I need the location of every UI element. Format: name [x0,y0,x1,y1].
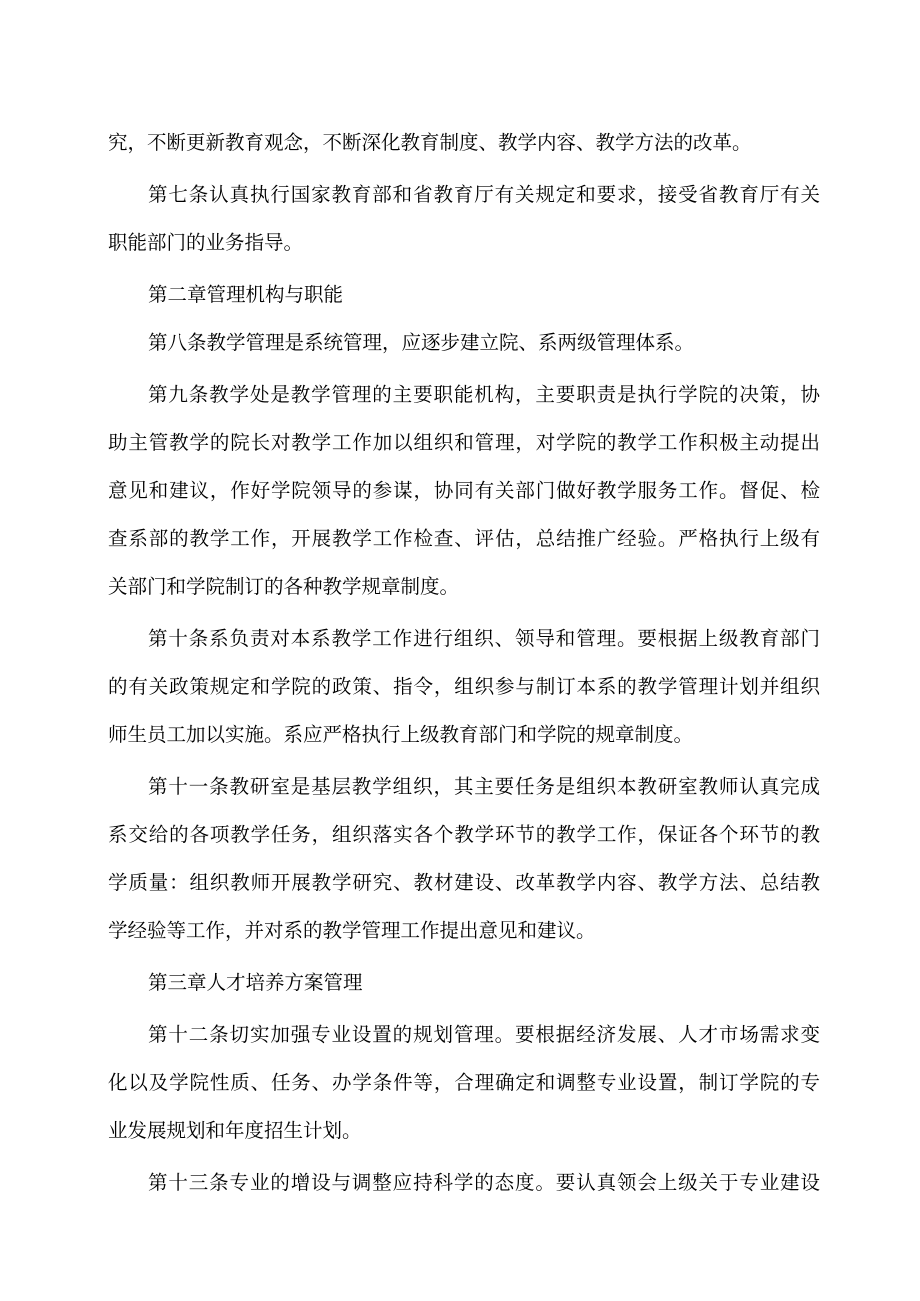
text-line: 第九条教学处是教学管理的主要职能机构，主要职责是执行学院的决策，协 [148,383,820,406]
text-line: 意见和建议，作好学院领导的参谋，协同有关部门做好教学服务工作。督促、检 [108,479,820,502]
text-line: 化以及学院性质、任务、办学条件等，合理确定和调整专业设置，制订学院的专 [108,1071,820,1094]
text-line: 助主管教学的院长对教学工作加以组织和管理，对学院的教学工作积极主动提出 [108,431,820,454]
chapter-heading: 第三章人才培养方案管理 [148,971,363,994]
text-line: 第七条认真执行国家教育部和省教育厅有关规定和要求，接受省教育厅有关 [148,183,820,206]
text-line: 的有关政策规定和学院的政策、指令，组织参与制订本系的教学管理计划并组织 [108,675,820,698]
text-line: 职能部门的业务指导。 [108,231,304,254]
text-line: 第十条系负责对本系教学工作进行组织、领导和管理。要根据上级教育部门 [148,627,820,650]
text-line: 第八条教学管理是系统管理，应逐步建立院、系两级管理体系。 [148,331,695,354]
text-line: 第十二条切实加强专业设置的规划管理。要根据经济发展、人才市场需求变 [148,1023,820,1046]
text-line: 学经验等工作，并对系的教学管理工作提出意见和建议。 [108,919,596,942]
text-line: 第十一条教研室是基层教学组织，其主要任务是组织本教研室教师认真完成 [148,775,820,798]
text-line: 系交给的各项教学任务，组织落实各个教学环节的教学工作，保证各个环节的教 [108,823,820,846]
text-line: 究，不断更新教育观念，不断深化教育制度、教学内容、教学方法的改革。 [108,131,752,154]
text-line: 第十三条专业的增设与调整应持科学的态度。要认真领会上级关于专业建设 [148,1171,820,1194]
text-line: 业发展规划和年度招生计划。 [108,1119,362,1142]
text-line: 师生员工加以实施。系应严格执行上级教育部门和学院的规章制度。 [108,723,694,746]
text-line: 查系部的教学工作，开展教学工作检查、评估，总结推广经验。严格执行上级有 [108,527,820,550]
text-line: 关部门和学院制订的各种教学规章制度。 [108,575,460,598]
chapter-heading: 第二章管理机构与职能 [148,283,344,306]
text-line: 学质量：组织教师开展教学研究、教材建设、改革教学内容、教学方法、总结教 [108,871,820,894]
